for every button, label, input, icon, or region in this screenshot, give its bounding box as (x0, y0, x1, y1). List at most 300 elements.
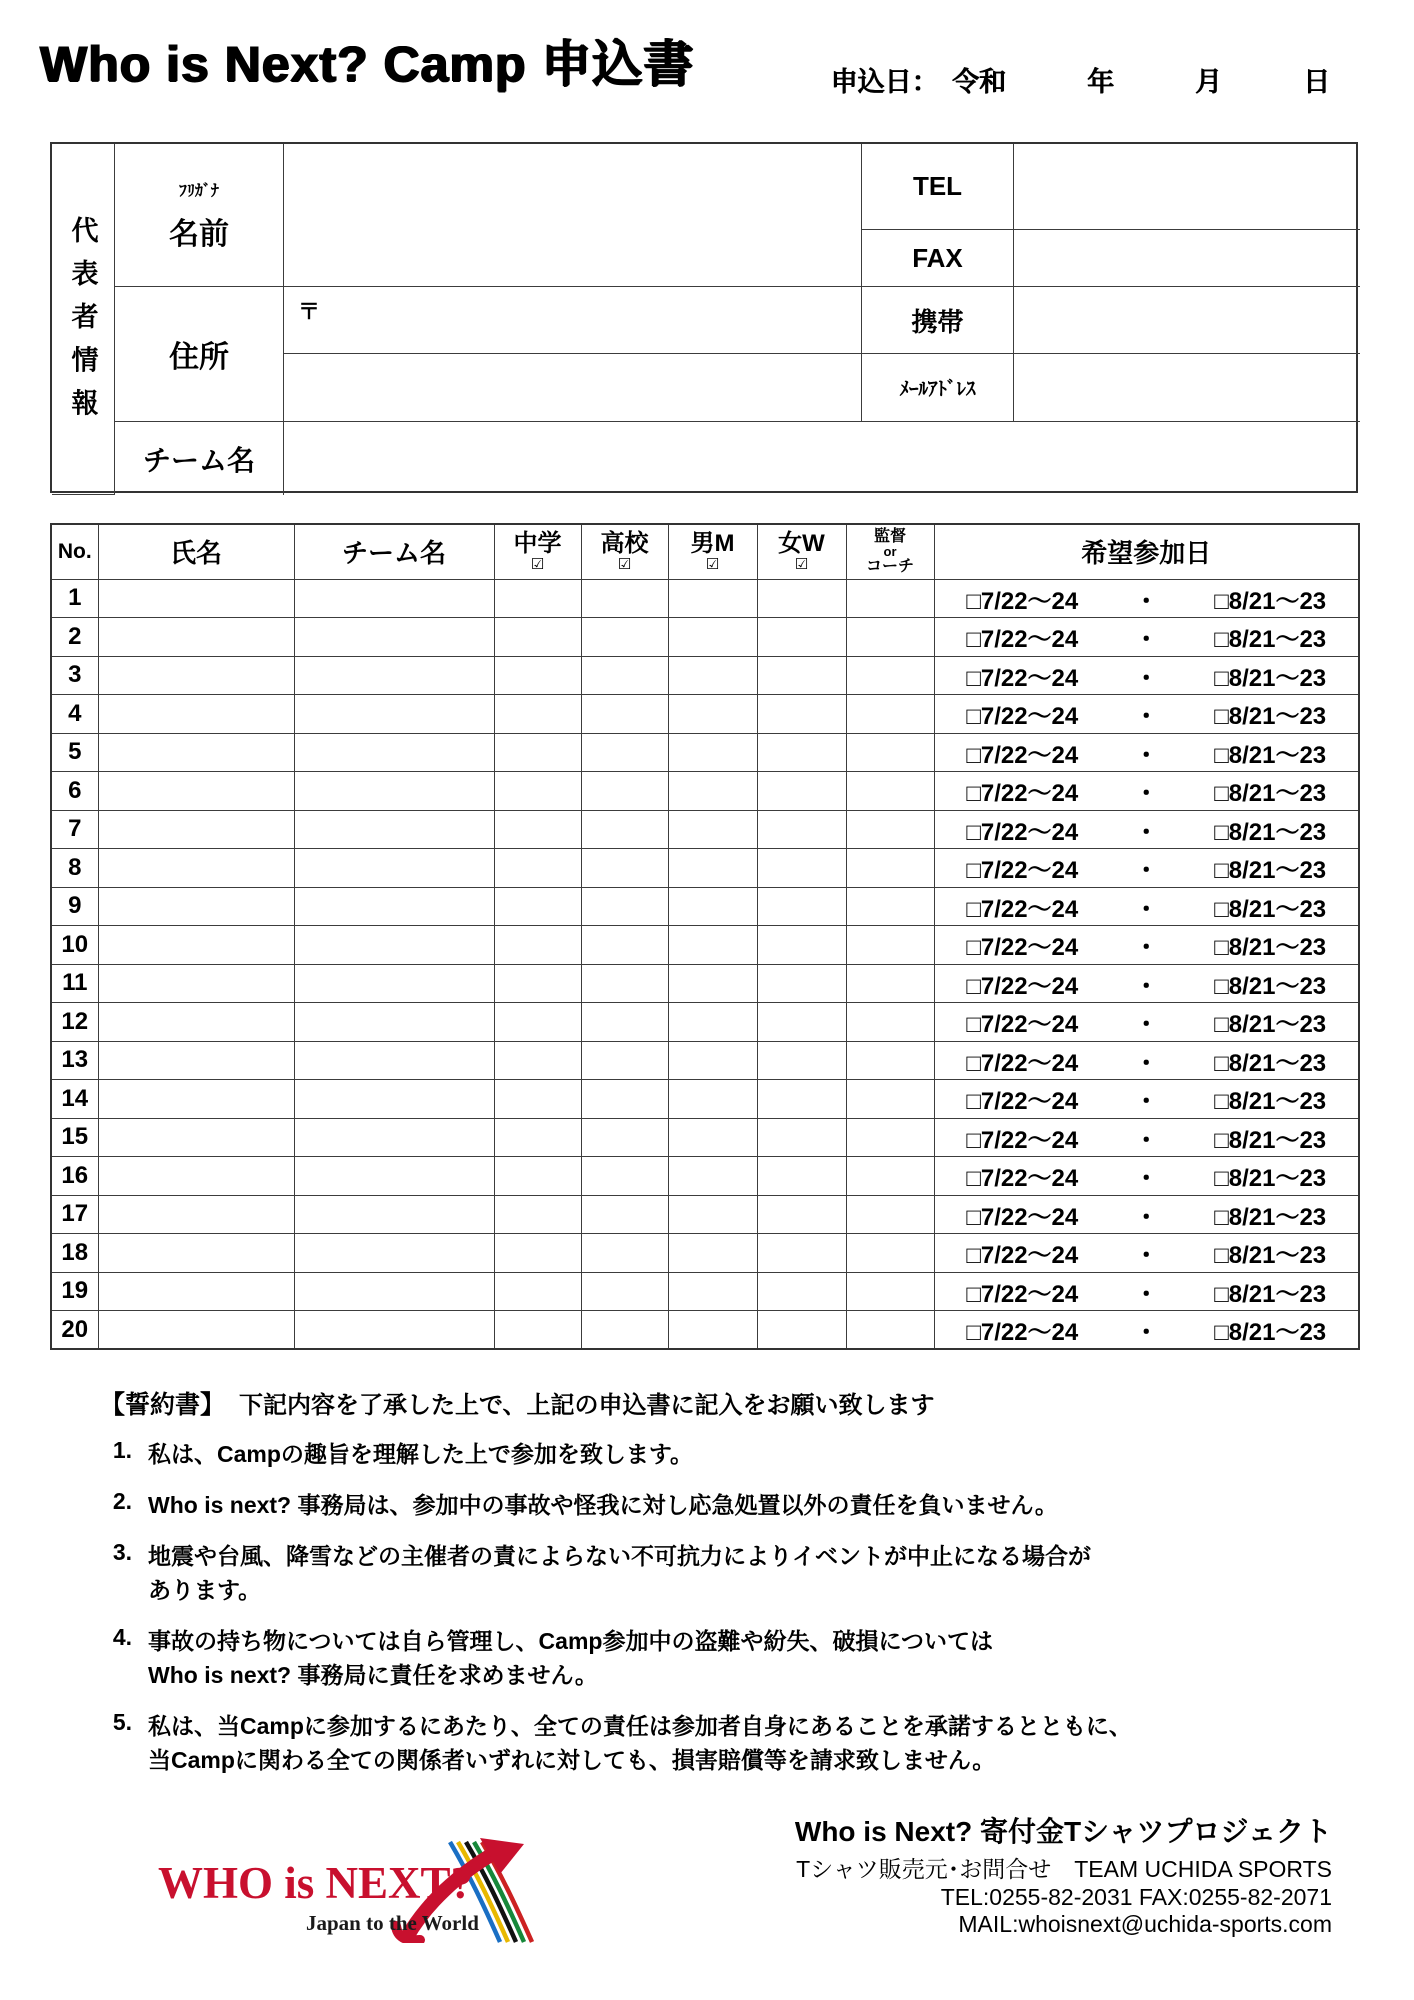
pledge-item-text: 当Campに関わる全ての関係者いずれに対しても、損害賠償等を請求致しません。 (148, 1747, 996, 1773)
date-option-july-checkbox[interactable]: □7/22〜24 (966, 780, 1079, 808)
header-coach-line3: コーチ (865, 558, 914, 576)
team-input-cell[interactable] (294, 618, 494, 657)
coach-check-cell[interactable] (846, 1118, 934, 1157)
participation-date-cell (934, 772, 1359, 811)
whoisnext-logo-graphic (158, 1838, 543, 1943)
team-input-cell[interactable] (294, 1003, 494, 1042)
team-input-cell[interactable] (294, 1311, 494, 1350)
date-options (935, 619, 1359, 654)
junior-high-check-cell[interactable] (494, 849, 581, 888)
date-option-july-checkbox[interactable]: □7/22〜24 (966, 1088, 1079, 1116)
footer-mail: MAIL:whoisnext@uchida-sports.com (958, 1911, 1332, 1937)
team-input-cell[interactable] (294, 849, 494, 888)
female-check-cell[interactable] (757, 887, 846, 926)
male-check-cell[interactable] (668, 1157, 757, 1196)
footer-contact-block (795, 1810, 1332, 1939)
name-input-cell[interactable] (98, 1041, 294, 1080)
row-number: 17 (51, 1195, 98, 1234)
date-option-august-checkbox[interactable]: □8/21〜23 (1214, 1203, 1327, 1231)
high-school-check-cell[interactable] (581, 579, 668, 618)
junior-high-check-cell[interactable] (494, 656, 581, 695)
participation-date-cell (934, 579, 1359, 618)
junior-high-check-cell[interactable] (494, 695, 581, 734)
male-check-cell[interactable] (668, 810, 757, 849)
date-option-separator: ・ (1134, 972, 1159, 1000)
pledge-item-text: Who is next? 事務局は、参加中の事故や怪我に対し応急処置以外の責任を負いません。 (148, 1492, 1058, 1518)
female-check-cell[interactable] (757, 1157, 846, 1196)
coach-check-cell[interactable] (846, 849, 934, 888)
date-option-separator: ・ (1134, 934, 1159, 962)
coach-check-cell[interactable] (846, 1041, 934, 1080)
header-no: No. (51, 524, 98, 579)
row-number: 9 (51, 887, 98, 926)
date-option-july-checkbox[interactable]: □7/22〜24 (966, 972, 1079, 1000)
team-input-cell[interactable] (294, 1080, 494, 1119)
junior-high-check-cell[interactable] (494, 1272, 581, 1311)
coach-check-cell[interactable] (846, 1272, 934, 1311)
name-input-cell[interactable] (98, 695, 294, 734)
female-check-cell[interactable] (757, 579, 846, 618)
participation-date-cell (934, 887, 1359, 926)
row-number: 1 (51, 579, 98, 618)
coach-check-cell[interactable] (846, 887, 934, 926)
date-option-august-checkbox[interactable]: □8/21〜23 (1214, 1242, 1327, 1270)
participation-date-cell (934, 695, 1359, 734)
participation-date-cell (934, 926, 1359, 965)
date-option-july-checkbox[interactable]: □7/22〜24 (966, 1126, 1079, 1154)
date-option-august-checkbox[interactable]: □8/21〜23 (1214, 1280, 1327, 1308)
participant-row (51, 849, 1359, 888)
participant-row (51, 926, 1359, 965)
name-input-cell[interactable] (98, 1234, 294, 1273)
female-check-cell[interactable] (757, 772, 846, 811)
coach-check-cell[interactable] (846, 772, 934, 811)
male-check-cell[interactable] (668, 1272, 757, 1311)
high-school-check-cell[interactable] (581, 1041, 668, 1080)
high-school-check-cell[interactable] (581, 1195, 668, 1234)
participation-date-cell (934, 1272, 1359, 1311)
name-input-cell[interactable] (98, 772, 294, 811)
date-option-july-checkbox[interactable]: □7/22〜24 (966, 1280, 1079, 1308)
junior-high-check-cell[interactable] (494, 926, 581, 965)
date-options (935, 735, 1359, 770)
name-input-cell[interactable] (98, 1118, 294, 1157)
participant-row (51, 695, 1359, 734)
team-input-cell[interactable] (294, 1272, 494, 1311)
male-check-cell[interactable] (668, 656, 757, 695)
checked-box-icon: ☑ (617, 556, 632, 574)
team-input-cell[interactable] (294, 695, 494, 734)
date-option-separator: ・ (1134, 1203, 1159, 1231)
high-school-check-cell[interactable] (581, 656, 668, 695)
address-postal-input-cell[interactable] (284, 287, 862, 354)
team-input-cell[interactable] (294, 1195, 494, 1234)
logo-main-text: WHO is NEXT? (158, 1858, 474, 1908)
header-participation-date: 希望参加日 (934, 524, 1359, 579)
coach-check-cell[interactable] (846, 618, 934, 657)
date-option-july-checkbox[interactable]: □7/22〜24 (966, 895, 1079, 923)
date-option-separator: ・ (1134, 1319, 1159, 1346)
participant-row (51, 887, 1359, 926)
team-input-cell[interactable] (294, 733, 494, 772)
high-school-check-cell[interactable] (581, 849, 668, 888)
row-number: 15 (51, 1118, 98, 1157)
header-male (668, 524, 757, 579)
pledge-section (100, 1385, 1340, 1794)
junior-high-check-cell[interactable] (494, 1041, 581, 1080)
female-check-cell[interactable] (757, 1272, 846, 1311)
name-input-cell[interactable] (98, 618, 294, 657)
participant-table (50, 523, 1360, 1350)
male-check-cell[interactable] (668, 849, 757, 888)
high-school-check-cell[interactable] (581, 1157, 668, 1196)
pledge-item-number: 2. (112, 1488, 132, 1514)
male-check-cell[interactable] (668, 964, 757, 1003)
row-number: 20 (51, 1311, 98, 1350)
name-input-cell[interactable] (284, 144, 862, 287)
male-check-cell[interactable] (668, 733, 757, 772)
team-name-input-cell[interactable] (284, 422, 1360, 495)
participant-row (51, 579, 1359, 618)
participation-date-cell (934, 1080, 1359, 1119)
female-check-cell[interactable] (757, 656, 846, 695)
email-label: ﾒｰﾙｱﾄﾞﾚｽ (862, 354, 1014, 422)
junior-high-check-cell[interactable] (494, 1311, 581, 1350)
team-input-cell[interactable] (294, 887, 494, 926)
coach-check-cell[interactable] (846, 1157, 934, 1196)
header-junior-high-text: 中学 (513, 530, 562, 558)
date-option-july-checkbox[interactable]: □7/22〜24 (966, 703, 1079, 731)
date-option-august-checkbox[interactable]: □8/21〜23 (1214, 1049, 1327, 1077)
postal-mark: 〒 (298, 299, 321, 324)
date-option-separator: ・ (1134, 741, 1159, 769)
team-input-cell[interactable] (294, 1041, 494, 1080)
participation-date-cell (934, 849, 1359, 888)
participant-row (51, 810, 1359, 849)
high-school-check-cell[interactable] (581, 618, 668, 657)
row-number: 16 (51, 1157, 98, 1196)
date-option-separator: ・ (1134, 1011, 1159, 1039)
team-input-cell[interactable] (294, 964, 494, 1003)
date-option-august-checkbox[interactable]: □8/21〜23 (1214, 1126, 1327, 1154)
date-option-august-checkbox[interactable]: □8/21〜23 (1214, 703, 1327, 731)
female-check-cell[interactable] (757, 849, 846, 888)
high-school-check-cell[interactable] (581, 964, 668, 1003)
address-line2-input-cell[interactable] (284, 354, 862, 422)
team-input-cell[interactable] (294, 656, 494, 695)
male-check-cell[interactable] (668, 618, 757, 657)
date-option-august-checkbox[interactable]: □8/21〜23 (1214, 895, 1327, 923)
participant-row (51, 1272, 1359, 1311)
date-options (935, 1004, 1359, 1039)
female-check-cell[interactable] (757, 1041, 846, 1080)
junior-high-check-cell[interactable] (494, 733, 581, 772)
coach-check-cell[interactable] (846, 1003, 934, 1042)
date-options (935, 927, 1359, 962)
date-option-july-checkbox[interactable]: □7/22〜24 (966, 818, 1079, 846)
name-input-cell[interactable] (98, 810, 294, 849)
high-school-check-cell[interactable] (581, 733, 668, 772)
coach-check-cell[interactable] (846, 1080, 934, 1119)
date-option-july-checkbox[interactable]: □7/22〜24 (966, 1319, 1079, 1346)
participant-rows (51, 579, 1359, 1349)
pledge-item-number: 3. (112, 1539, 132, 1565)
coach-check-cell[interactable] (846, 733, 934, 772)
junior-high-check-cell[interactable] (494, 579, 581, 618)
name-input-cell[interactable] (98, 1080, 294, 1119)
male-check-cell[interactable] (668, 772, 757, 811)
female-check-cell[interactable] (757, 1003, 846, 1042)
furigana-label: ﾌﾘｶﾞﾅ (178, 182, 219, 200)
name-input-cell[interactable] (98, 1157, 294, 1196)
female-check-cell[interactable] (757, 618, 846, 657)
junior-high-check-cell[interactable] (494, 1195, 581, 1234)
date-option-separator: ・ (1134, 1242, 1159, 1270)
participation-date-cell (934, 810, 1359, 849)
participation-date-cell (934, 1003, 1359, 1042)
junior-high-check-cell[interactable] (494, 964, 581, 1003)
pledge-item-5 (100, 1709, 1340, 1777)
header-name: 氏名 (98, 524, 294, 579)
male-check-cell[interactable] (668, 1311, 757, 1350)
team-input-cell[interactable] (294, 1118, 494, 1157)
team-input-cell[interactable] (294, 926, 494, 965)
participant-table-wrap (50, 523, 1360, 1350)
female-check-cell[interactable] (757, 695, 846, 734)
junior-high-check-cell[interactable] (494, 1003, 581, 1042)
date-option-july-checkbox[interactable]: □7/22〜24 (966, 1242, 1079, 1270)
row-number: 5 (51, 733, 98, 772)
high-school-check-cell[interactable] (581, 1311, 668, 1350)
date-option-july-checkbox[interactable]: □7/22〜24 (966, 664, 1079, 692)
tel-input-cell[interactable] (1014, 144, 1360, 230)
male-check-cell[interactable] (668, 1080, 757, 1119)
date-option-august-checkbox[interactable]: □8/21〜23 (1214, 1319, 1327, 1346)
date-option-august-checkbox[interactable]: □8/21〜23 (1214, 1165, 1327, 1193)
date-option-july-checkbox[interactable]: □7/22〜24 (966, 626, 1079, 654)
date-option-separator: ・ (1134, 818, 1159, 846)
male-check-cell[interactable] (668, 695, 757, 734)
row-number: 8 (51, 849, 98, 888)
pledge-item-text: あります。 (148, 1577, 262, 1603)
participation-date-cell (934, 1195, 1359, 1234)
junior-high-check-cell[interactable] (494, 1118, 581, 1157)
whoisnext-logo (158, 1838, 543, 1948)
row-number: 7 (51, 810, 98, 849)
female-check-cell[interactable] (757, 733, 846, 772)
date-option-august-checkbox[interactable]: □8/21〜23 (1214, 934, 1327, 962)
coach-check-cell[interactable] (846, 810, 934, 849)
female-check-cell[interactable] (757, 1118, 846, 1157)
high-school-check-cell[interactable] (581, 1080, 668, 1119)
name-input-cell[interactable] (98, 1311, 294, 1350)
team-input-cell[interactable] (294, 1157, 494, 1196)
participation-date-cell (934, 964, 1359, 1003)
male-check-cell[interactable] (668, 926, 757, 965)
date-options (935, 966, 1359, 1001)
coach-check-cell[interactable] (846, 695, 934, 734)
coach-check-cell[interactable] (846, 579, 934, 618)
email-input-cell[interactable] (1014, 354, 1360, 422)
high-school-check-cell[interactable] (581, 1234, 668, 1273)
date-option-august-checkbox[interactable]: □8/21〜23 (1214, 626, 1327, 654)
junior-high-check-cell[interactable] (494, 772, 581, 811)
participation-date-cell (934, 618, 1359, 657)
date-options (935, 773, 1359, 808)
date-option-august-checkbox[interactable]: □8/21〜23 (1214, 664, 1327, 692)
female-check-cell[interactable] (757, 810, 846, 849)
application-date-line: 申込日： 令和 年 月 日 (830, 67, 1330, 97)
name-input-cell[interactable] (98, 579, 294, 618)
high-school-check-cell[interactable] (581, 926, 668, 965)
name-input-cell[interactable] (98, 1272, 294, 1311)
date-option-august-checkbox[interactable]: □8/21〜23 (1214, 1088, 1327, 1116)
row-number: 3 (51, 656, 98, 695)
coach-check-cell[interactable] (846, 926, 934, 965)
participant-row (51, 1311, 1359, 1350)
mobile-input-cell[interactable] (1014, 287, 1360, 354)
participant-row (51, 1234, 1359, 1273)
junior-high-check-cell[interactable] (494, 1080, 581, 1119)
pledge-item-text: Who is next? 事務局に責任を求めません。 (148, 1662, 598, 1688)
date-options (935, 696, 1359, 731)
male-check-cell[interactable] (668, 1003, 757, 1042)
junior-high-check-cell[interactable] (494, 1157, 581, 1196)
date-option-august-checkbox[interactable]: □8/21〜23 (1214, 1011, 1327, 1039)
name-input-cell[interactable] (98, 1003, 294, 1042)
coach-check-cell[interactable] (846, 964, 934, 1003)
high-school-check-cell[interactable] (581, 1272, 668, 1311)
male-check-cell[interactable] (668, 1118, 757, 1157)
team-input-cell[interactable] (294, 1234, 494, 1273)
pledge-item-3 (100, 1539, 1340, 1607)
name-input-cell[interactable] (98, 926, 294, 965)
date-option-august-checkbox[interactable]: □8/21〜23 (1214, 587, 1327, 615)
date-option-separator: ・ (1134, 626, 1159, 654)
female-check-cell[interactable] (757, 1080, 846, 1119)
date-option-july-checkbox[interactable]: □7/22〜24 (966, 587, 1079, 615)
junior-high-check-cell[interactable] (494, 1234, 581, 1273)
team-input-cell[interactable] (294, 810, 494, 849)
name-input-cell[interactable] (98, 849, 294, 888)
date-options (935, 850, 1359, 885)
date-option-july-checkbox[interactable]: □7/22〜24 (966, 1165, 1079, 1193)
date-option-separator: ・ (1134, 664, 1159, 692)
date-options (935, 812, 1359, 847)
participant-row (51, 618, 1359, 657)
participant-row (51, 964, 1359, 1003)
header-coach (846, 524, 934, 579)
participant-row (51, 1003, 1359, 1042)
name-input-cell[interactable] (98, 733, 294, 772)
male-check-cell[interactable] (668, 1041, 757, 1080)
participant-row (51, 733, 1359, 772)
mobile-label: 携帯 (862, 287, 1014, 354)
name-input-cell[interactable] (98, 964, 294, 1003)
female-check-cell[interactable] (757, 1195, 846, 1234)
date-option-july-checkbox[interactable]: □7/22〜24 (966, 1011, 1079, 1039)
junior-high-check-cell[interactable] (494, 618, 581, 657)
male-check-cell[interactable] (668, 1234, 757, 1273)
date-option-august-checkbox[interactable]: □8/21〜23 (1214, 972, 1327, 1000)
coach-check-cell[interactable] (846, 1195, 934, 1234)
high-school-check-cell[interactable] (581, 772, 668, 811)
date-option-july-checkbox[interactable]: □7/22〜24 (966, 934, 1079, 962)
date-option-july-checkbox[interactable]: □7/22〜24 (966, 741, 1079, 769)
name-input-cell[interactable] (98, 1195, 294, 1234)
participation-date-cell (934, 1311, 1359, 1350)
header-junior-high (494, 524, 581, 579)
coach-check-cell[interactable] (846, 1311, 934, 1350)
female-check-cell[interactable] (757, 1234, 846, 1273)
female-check-cell[interactable] (757, 926, 846, 965)
name-input-cell[interactable] (98, 656, 294, 695)
high-school-check-cell[interactable] (581, 887, 668, 926)
junior-high-check-cell[interactable] (494, 810, 581, 849)
footer-project-title: Who is Next? 寄付金Tシャツプロジェクト (794, 1816, 1332, 1847)
date-options (935, 1081, 1359, 1116)
high-school-check-cell[interactable] (581, 695, 668, 734)
logo-tagline: Japan to the World (306, 1911, 479, 1935)
header-high-school-text: 高校 (600, 530, 649, 558)
high-school-check-cell[interactable] (581, 1003, 668, 1042)
date-option-separator: ・ (1134, 1280, 1159, 1308)
date-option-august-checkbox[interactable]: □8/21〜23 (1214, 741, 1327, 769)
high-school-check-cell[interactable] (581, 1118, 668, 1157)
fax-input-cell[interactable] (1014, 230, 1360, 287)
fax-label: FAX (862, 230, 1014, 287)
date-option-separator: ・ (1134, 587, 1159, 615)
date-options (935, 1197, 1359, 1232)
female-check-cell[interactable] (757, 964, 846, 1003)
coach-check-cell[interactable] (846, 656, 934, 695)
date-options (935, 581, 1359, 616)
female-check-cell[interactable] (757, 1311, 846, 1350)
pledge-item-number: 1. (112, 1437, 132, 1463)
coach-check-cell[interactable] (846, 1234, 934, 1273)
date-option-august-checkbox[interactable]: □8/21〜23 (1214, 818, 1327, 846)
male-check-cell[interactable] (668, 1195, 757, 1234)
row-number: 6 (51, 772, 98, 811)
name-input-cell[interactable] (98, 887, 294, 926)
team-input-cell[interactable] (294, 579, 494, 618)
male-check-cell[interactable] (668, 887, 757, 926)
participant-row (51, 1080, 1359, 1119)
header-male-text: 男M (690, 530, 735, 558)
footer-tel-fax: TEL:0255-82-2031 FAX:0255-82-2071 (940, 1883, 1332, 1910)
pledge-heading-bracket: 【誓約書】 (100, 1391, 226, 1419)
date-option-august-checkbox[interactable]: □8/21〜23 (1214, 780, 1327, 808)
pledge-item-text: 私は、当Campに参加するにあたり、全ての責任は参加者自身にあることを承諾するとともに、 (148, 1713, 1132, 1739)
participation-date-cell (934, 1157, 1359, 1196)
date-option-july-checkbox[interactable]: □7/22〜24 (966, 857, 1079, 885)
date-option-august-checkbox[interactable]: □8/21〜23 (1214, 857, 1327, 885)
date-option-july-checkbox[interactable]: □7/22〜24 (966, 1203, 1079, 1231)
header-coach-line2: or (883, 544, 897, 560)
team-input-cell[interactable] (294, 772, 494, 811)
date-option-july-checkbox[interactable]: □7/22〜24 (966, 1049, 1079, 1077)
checked-box-icon: ☑ (705, 556, 720, 574)
male-check-cell[interactable] (668, 579, 757, 618)
participant-row (51, 1041, 1359, 1080)
row-number: 19 (51, 1272, 98, 1311)
junior-high-check-cell[interactable] (494, 887, 581, 926)
high-school-check-cell[interactable] (581, 810, 668, 849)
participation-date-cell (934, 1041, 1359, 1080)
row-number: 13 (51, 1041, 98, 1080)
row-number: 10 (51, 926, 98, 965)
date-option-separator: ・ (1134, 703, 1159, 731)
